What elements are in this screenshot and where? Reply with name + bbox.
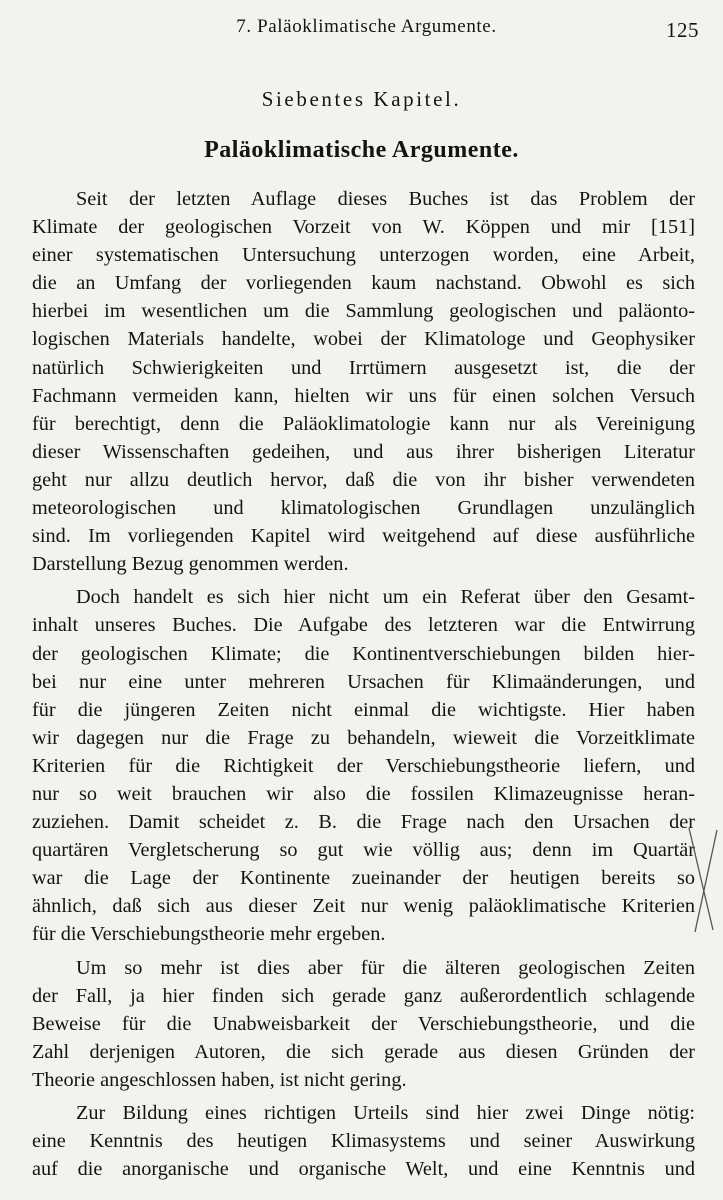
paragraph — [32, 583, 695, 948]
paragraph — [32, 185, 695, 578]
text-line: logischen Materials handelte, wobei der Klimatologe und Geophysiker — [32, 328, 695, 351]
text-line: Theorie angeschlossen haben, ist nicht gering. — [32, 1068, 407, 1091]
text-line: der Fall, ja hier finden sich gerade ganz außerordentlich schlagende — [32, 984, 695, 1007]
text-line: Fachmann vermeiden kann, hielten wir uns für einen solchen Versuch — [32, 384, 695, 407]
paragraph — [32, 954, 695, 1094]
text-line: hierbei im wesentlichen um die Sammlung geologischen und paläonto- — [32, 300, 695, 323]
text-line: der geologischen Klimate; die Kontinentverschiebungen bilden hier- — [32, 642, 695, 665]
text-line: Seit der letzten Auflage dieses Buches ist das Problem der — [76, 188, 695, 210]
text-line: nur so weit brauchen wir also die fossilen Klimazeugnisse heran- — [32, 782, 695, 805]
text-line: war die Lage der Kontinente zueinander der heutigen bereits so — [32, 867, 695, 890]
pencil-margin-mark — [683, 820, 723, 940]
running-title: 7. Paläoklimatische Argumente. — [236, 16, 497, 37]
text-line: inhalt unseres Buches. Die Aufgabe des letzteren war die Entwirrung — [32, 614, 695, 637]
text-line: die an Umfang der vorliegenden kaum nachstand. Obwohl es sich — [32, 272, 695, 295]
text-line: Kriterien für die Richtigkeit der Verschiebungstheorie liefern, und — [32, 754, 695, 777]
chapter-title: Paläoklimatische Argumente. — [204, 137, 519, 163]
text-line: sind. Im vorliegenden Kapitel wird weitgehend auf diese ausführliche — [32, 525, 695, 548]
text-line: quartären Vergletscherung so gut wie völlig aus; denn im Quartär — [32, 839, 695, 862]
text-line: wir dagegen nur die Frage zu behandeln, wieweit die Vorzeitklimate — [32, 726, 695, 749]
text-line: Beweise für die Unabweisbarkeit der Verschiebungstheorie, und die — [32, 1012, 695, 1035]
text-line: Zahl derjenigen Autoren, die sich gerade aus diesen Gründen der — [32, 1040, 695, 1063]
text-line: Darstellung Bezug genommen werden. — [32, 553, 349, 576]
text-line: dieser Wissenschaften gedeihen, und aus ihrer bisherigen Literatur — [32, 440, 695, 463]
text-line: natürlich Schwierigkeiten und Irrtümern ausgesetzt ist, die der — [32, 356, 695, 379]
running-head — [32, 16, 701, 46]
body-text — [32, 185, 695, 1183]
paragraph — [32, 1099, 695, 1183]
text-line: zuziehen. Damit scheidet z. B. die Frage nach den Ursachen der — [32, 811, 695, 834]
text-line: ähnlich, daß sich aus dieser Zeit nur wenig paläoklimatische Kriterien — [32, 895, 695, 918]
chapter-label: Siebentes Kapitel. — [261, 87, 462, 111]
text-line: Um so mehr ist dies aber für die älteren geologischen Zeiten — [76, 956, 695, 979]
text-line: für die Verschiebungstheorie mehr ergeben. — [32, 923, 386, 946]
text-line: für die jüngeren Zeiten nicht einmal die wichtigste. Hier haben — [32, 698, 695, 721]
text-line: Doch handelt es sich hier nicht um ein Referat über den Gesamt- — [76, 586, 695, 609]
text-line: bei nur eine unter mehreren Ursachen für Klimaänderungen, und — [32, 670, 695, 693]
text-line: für berechtigt, denn die Paläoklimatologie kann nur als Vereinigung — [32, 412, 695, 435]
text-line: einer systematischen Untersuchung unterzogen worden, eine Arbeit, — [32, 244, 695, 267]
text-line: Klimate der geologischen Vorzeit von W. Köppen und mir [151] — [32, 216, 695, 239]
text-line: meteorologischen und klimatologischen Grundlagen unzulänglich — [32, 497, 695, 520]
text-line: Zur Bildung eines richtigen Urteils sind hier zwei Dinge nötig: — [76, 1102, 695, 1124]
text-line: auf die anorganische und organische Welt, und eine Kenntnis und — [32, 1158, 695, 1181]
text-line: eine Kenntnis des heutigen Klimasystems und seiner Auswirkung — [32, 1130, 695, 1153]
page-number: 125 — [666, 18, 699, 42]
text-line: geht nur allzu deutlich hervor, daß die von ihr bisher verwendeten — [32, 468, 695, 491]
